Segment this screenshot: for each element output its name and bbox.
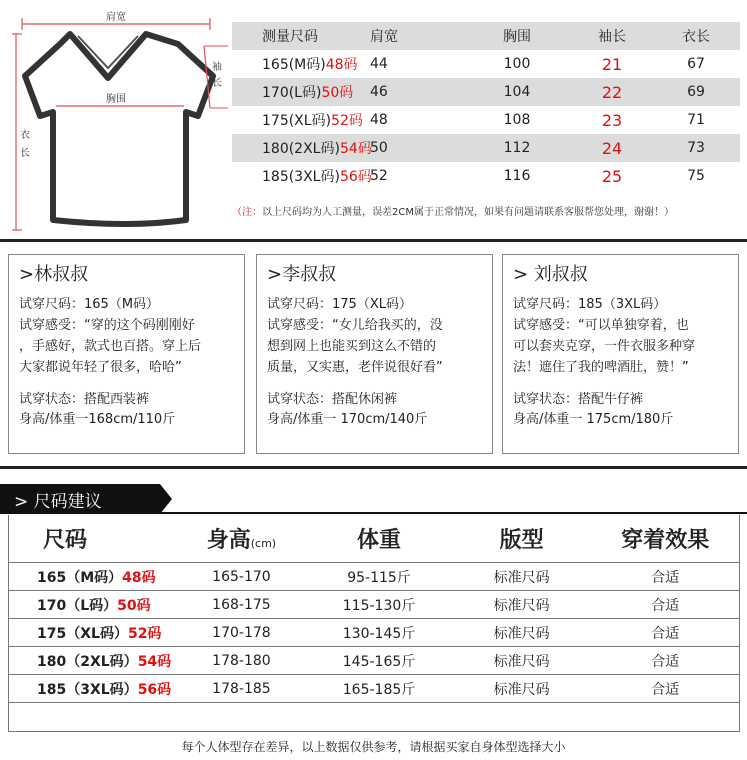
- reviewer-name: >林叔叔: [19, 264, 89, 285]
- table-header: 测量尺码 肩宽 胸围 袖长 衣长: [232, 22, 740, 50]
- label-chest: 胸围: [106, 94, 126, 105]
- review-card-li: >李叔叔 试穿尺码：175（XL码） 试穿感受：“女儿给我买的，没 想到网上也能买到这么不错的 质量，又实惠，老伴说很好看” 试穿状态：搭配休闲裤 身高/体重一 170cm/140斤: [256, 254, 493, 454]
- label-sleeve-1: 袖: [212, 62, 222, 73]
- table-row: 175（XL码）52码 170-178 130-145斤 标准尺码 合适: [9, 619, 739, 647]
- table-row: 170（L码）50码 168-175 115-130斤 标准尺码 合适: [9, 591, 739, 619]
- size-measurement-table: [232, 22, 740, 190]
- table-row: 175(XL码)52码 48 108 23 71: [262, 110, 705, 130]
- table-row: 180（2XL码）54码 178-180 145-165斤 标准尺码 合适: [9, 647, 739, 675]
- measurement-note: （注：以上尺码均为人工测量，误差2CM属于正常情况，如果有问题请联系客服帮您处理，谢谢！）: [232, 207, 674, 218]
- footer-disclaimer: 每个人体型存在差异，以上数据仅供参考，请根据买家自身体型选择大小: [181, 740, 566, 754]
- label-shoulder: 肩宽: [106, 12, 126, 23]
- divider: [0, 466, 747, 469]
- tshirt-diagram: [8, 6, 230, 232]
- table-row: 165(M码)48码 44 100 21 67: [262, 54, 705, 74]
- label-length-2: 长: [20, 148, 30, 159]
- table-row: 165（M码）48码 165-170 95-115斤 标准尺码 合适: [9, 563, 739, 591]
- table-header: 尺码 身高(cm) 体重 版型 穿着效果: [9, 515, 739, 563]
- tshirt-icon: [8, 6, 230, 232]
- reviewer-name: > 刘叔叔: [513, 264, 588, 285]
- label-sleeve-2: 长: [212, 78, 222, 89]
- table-row: 185（3XL码）56码 178-185 165-185斤 标准尺码 合适: [9, 675, 739, 703]
- review-card-lin: >林叔叔 试穿尺码：165（M码） 试穿感受：“穿的这个码刚刚好 ，手感好，款式也百搭。穿上后 大家都说年轻了很多，哈哈” 试穿状态：搭配西装裤 身高/体重一168cm/110斤: [8, 254, 245, 454]
- section-title-bar: > 尺码建议: [0, 484, 160, 514]
- measurement-section: [0, 0, 747, 236]
- divider: [0, 239, 747, 242]
- label-length-1: 衣: [20, 130, 30, 141]
- reviewer-name: >李叔叔: [267, 264, 337, 285]
- table-row: 180(2XL码)54码 50 112 24 73: [232, 134, 740, 162]
- size-recommend-table: [8, 515, 740, 732]
- divider: [0, 512, 747, 514]
- section-title-arrow: [160, 484, 172, 514]
- table-row: 185(3XL码)56码 52 116 25 75: [262, 166, 705, 186]
- table-row-empty: [9, 703, 739, 731]
- table-row: 170(L码)50码 46 104 22 69: [232, 78, 740, 106]
- review-card-liu: > 刘叔叔 试穿尺码：185（3XL码） 试穿感受：“可以单独穿着，也 可以套夹克穿，一件衣服多种穿 法！遮住了我的啤酒肚，赞！” 试穿状态：搭配牛仔裤 身高/体重一 175cm/180斤: [502, 254, 739, 454]
